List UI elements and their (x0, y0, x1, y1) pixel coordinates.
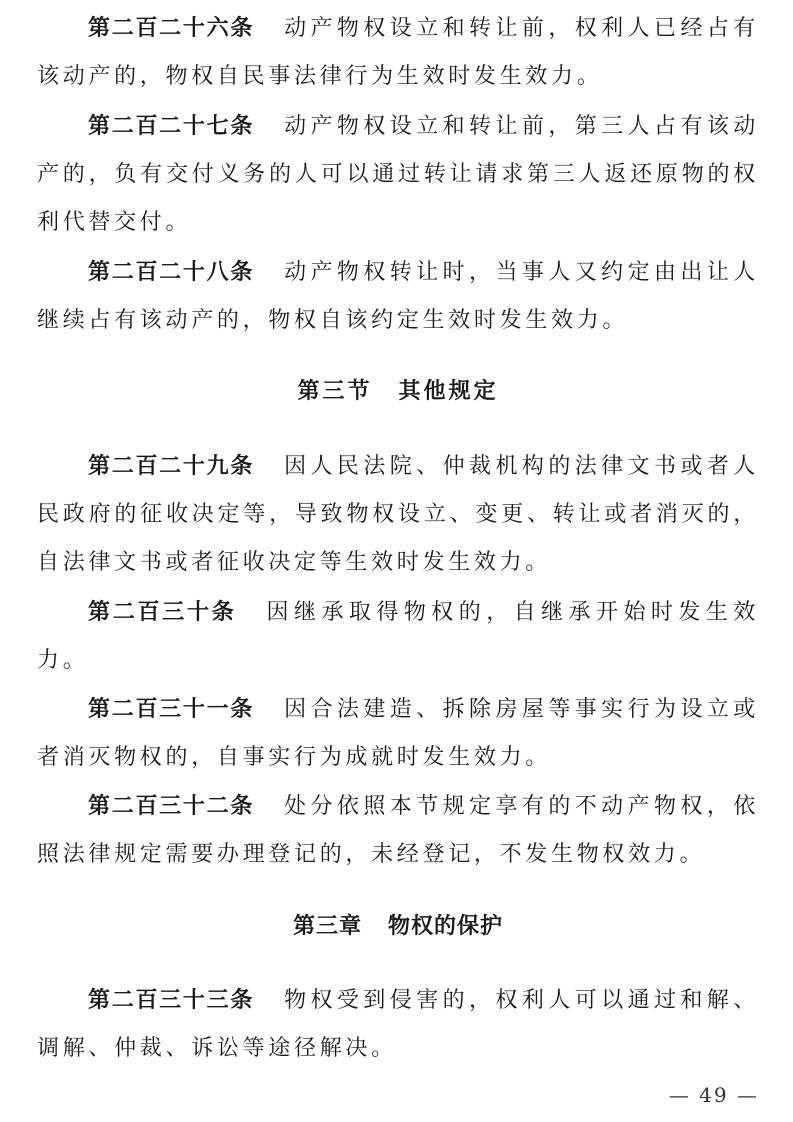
article-text: 动产物权设立和转让前，权利人已经占有该动产的，物权自民事法律行为生效时发生效力。 (37, 16, 759, 89)
article-228 (37, 249, 759, 345)
article-number: 第二百三十条 (88, 600, 237, 625)
section-heading (37, 367, 759, 415)
article-230 (37, 589, 759, 685)
article-number: 第二百三十二条 (88, 794, 255, 819)
chapter-title: 物权的保护 (388, 914, 504, 939)
article-text: 因合法建造、拆除房屋等事实行为设立或者消灭物权的，自事实行为成就时发生效力。 (37, 697, 759, 770)
article-text: 因人民法院、仲裁机构的法律文书或者人民政府的征收决定等，导致物权设立、变更、转让或者消灭的，自法律文书或者征收决定等生效时发生效力。 (37, 454, 759, 575)
article-226 (37, 5, 759, 101)
article-232 (37, 783, 759, 879)
document-page (37, 0, 759, 1122)
section-title: 其他规定 (398, 378, 499, 404)
article-text: 因继承取得物权的，自继承开始时发生效力。 (37, 600, 759, 673)
chapter-label: 第三章 (292, 914, 362, 939)
article-text: 动产物权设立和转让前，第三人占有该动产的，负有交付义务的人可以通过转让请求第三人返还原物的权利代替交付。 (37, 114, 759, 235)
article-number: 第二百三十三条 (88, 988, 255, 1013)
article-text: 处分依照本节规定享有的不动产物权，依照法律规定需要办理登记的，未经登记，不发生物权效力。 (37, 794, 759, 867)
article-number: 第二百二十七条 (88, 114, 255, 139)
article-number: 第二百二十九条 (88, 454, 255, 479)
section-label: 第三节 (297, 378, 373, 404)
article-number: 第二百三十一条 (88, 697, 255, 722)
article-233 (37, 977, 759, 1073)
article-text: 物权受到侵害的，权利人可以通过和解、调解、仲裁、诉讼等途径解决。 (37, 988, 759, 1061)
article-number: 第二百二十八条 (88, 260, 255, 285)
article-229 (37, 443, 759, 587)
article-231 (37, 686, 759, 782)
article-number: 第二百二十六条 (88, 16, 255, 41)
chapter-heading (37, 903, 759, 951)
article-text: 动产物权转让时，当事人又约定由出让人继续占有该动产的，物权自该约定生效时发生效力。 (37, 260, 759, 333)
article-227 (37, 103, 759, 247)
page-number: — 49 — (668, 1083, 759, 1107)
